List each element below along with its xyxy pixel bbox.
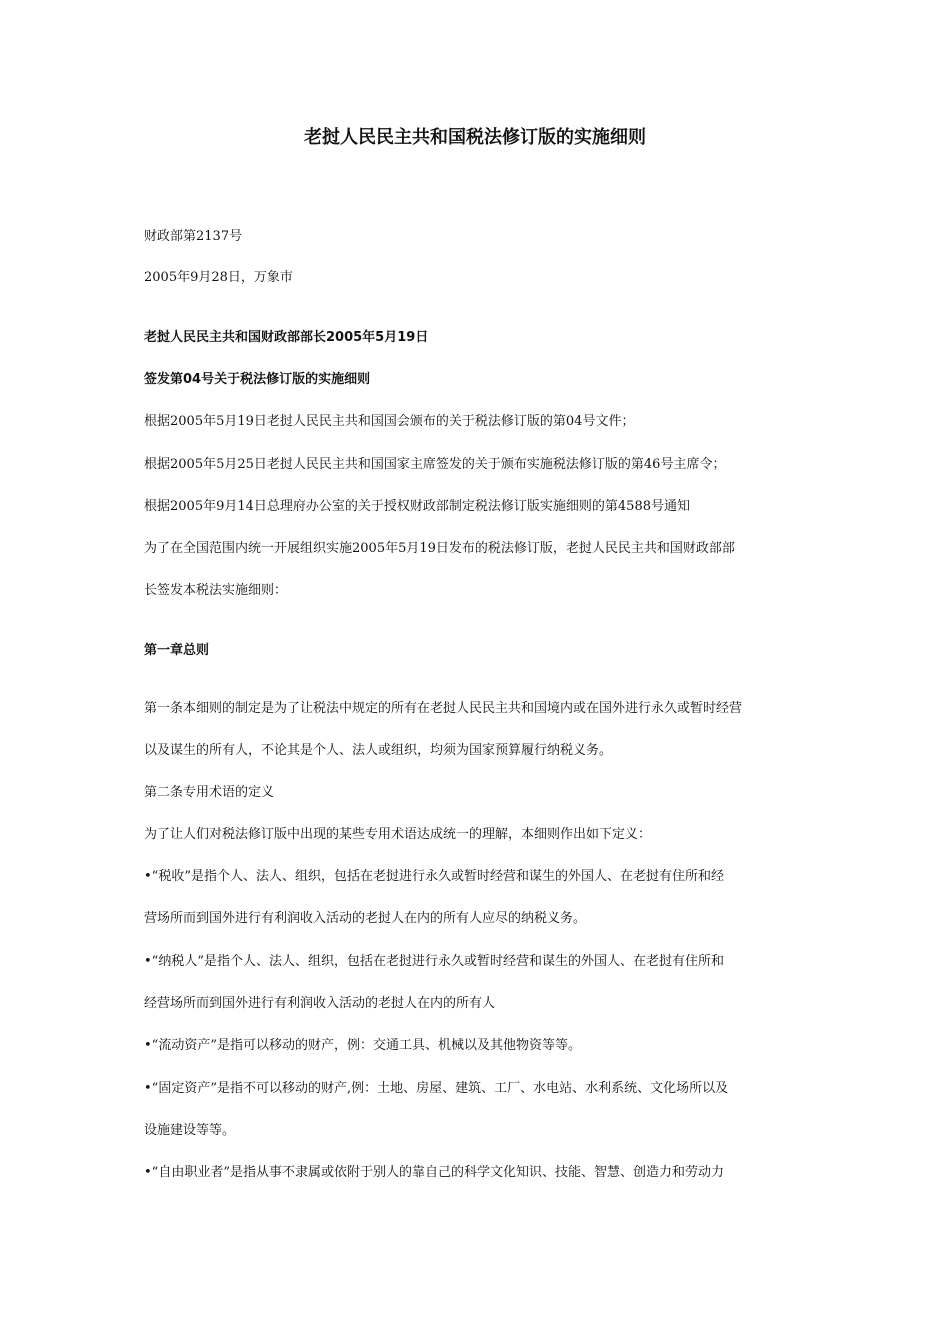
basis-line-3: 根据2005年9月14日总理府办公室的关于授权财政部制定税法修订版实施细则的第4588号通知: [144, 499, 690, 514]
issuer-line: 老挝人民民主共和国财政部部长2005年5月19日: [144, 330, 429, 345]
document-title: 老挝人民民主共和国税法修订版的实施细则: [304, 127, 646, 148]
definition-taxpayer-line-2: 经营场所而到国外进行有利润收入活动的老挝人在内的所有人: [144, 996, 496, 1011]
definition-fixed-assets-line-1: •“固定资产”是指不可以移动的财产,例：土地、房屋、建筑、工厂、水电站、水利系统、文化场所以及: [144, 1081, 729, 1096]
definition-fixed-assets-line-2: 设施建设等等。: [144, 1123, 236, 1138]
basis-line-1: 根据2005年5月19日老挝人民民主共和国国会颁布的关于税法修订版的第04号文件；: [144, 414, 635, 429]
definition-tax-line-2: 营场所而到国外进行有利润收入活动的老挝人在内的所有人应尽的纳税义务。: [144, 911, 587, 926]
basis-line-2: 根据2005年5月25日老挝人民民主共和国国家主席签发的关于颁布实施税法修订版的第46号主席令；: [144, 457, 726, 472]
article2-heading: 第二条专用术语的定义: [144, 785, 275, 800]
purpose-line-2: 长签发本税法实施细则：: [144, 583, 288, 598]
article1-line-1: 第一条本细则的制定是为了让税法中规定的所有在老挝人民民主共和国境内或在国外进行永久或暂时经营: [144, 701, 743, 716]
issue-line: 签发第04号关于税法修订版的实施细则: [144, 372, 371, 387]
chapter-heading: 第一章总则: [144, 643, 210, 658]
definition-current-assets: •“流动资产”是指可以移动的财产，例：交通工具、机械以及其他物资等等。: [144, 1038, 581, 1053]
decree-number: 财政部第2137号: [144, 229, 243, 244]
definition-freelancer: •“自由职业者”是指从事不隶属或依附于别人的靠自己的科学文化知识、技能、智慧、创造力和劳动力: [144, 1165, 724, 1180]
purpose-line-1: 为了在全国范围内统一开展组织实施2005年5月19日发布的税法修订版，老挝人民民主共和国财政部部: [144, 541, 735, 556]
definition-tax-line-1: •“税收”是指个人、法人、组织，包括在老挝进行永久或暂时经营和谋生的外国人、在老挝有住所和经: [144, 869, 724, 884]
definition-taxpayer-line-1: •“纳税人”是指个人、法人、组织，包括在老挝进行永久或暂时经营和谋生的外国人、在老挝有住所和: [144, 954, 724, 969]
date-place: 2005年9月28日，万象市: [144, 270, 293, 285]
article1-line-2: 以及谋生的所有人，不论其是个人、法人或组织，均须为国家预算履行纳税义务。: [144, 743, 613, 758]
article2-intro: 为了让人们对税法修订版中出现的某些专用术语达成统一的理解，本细则作出如下定义：: [144, 827, 652, 842]
